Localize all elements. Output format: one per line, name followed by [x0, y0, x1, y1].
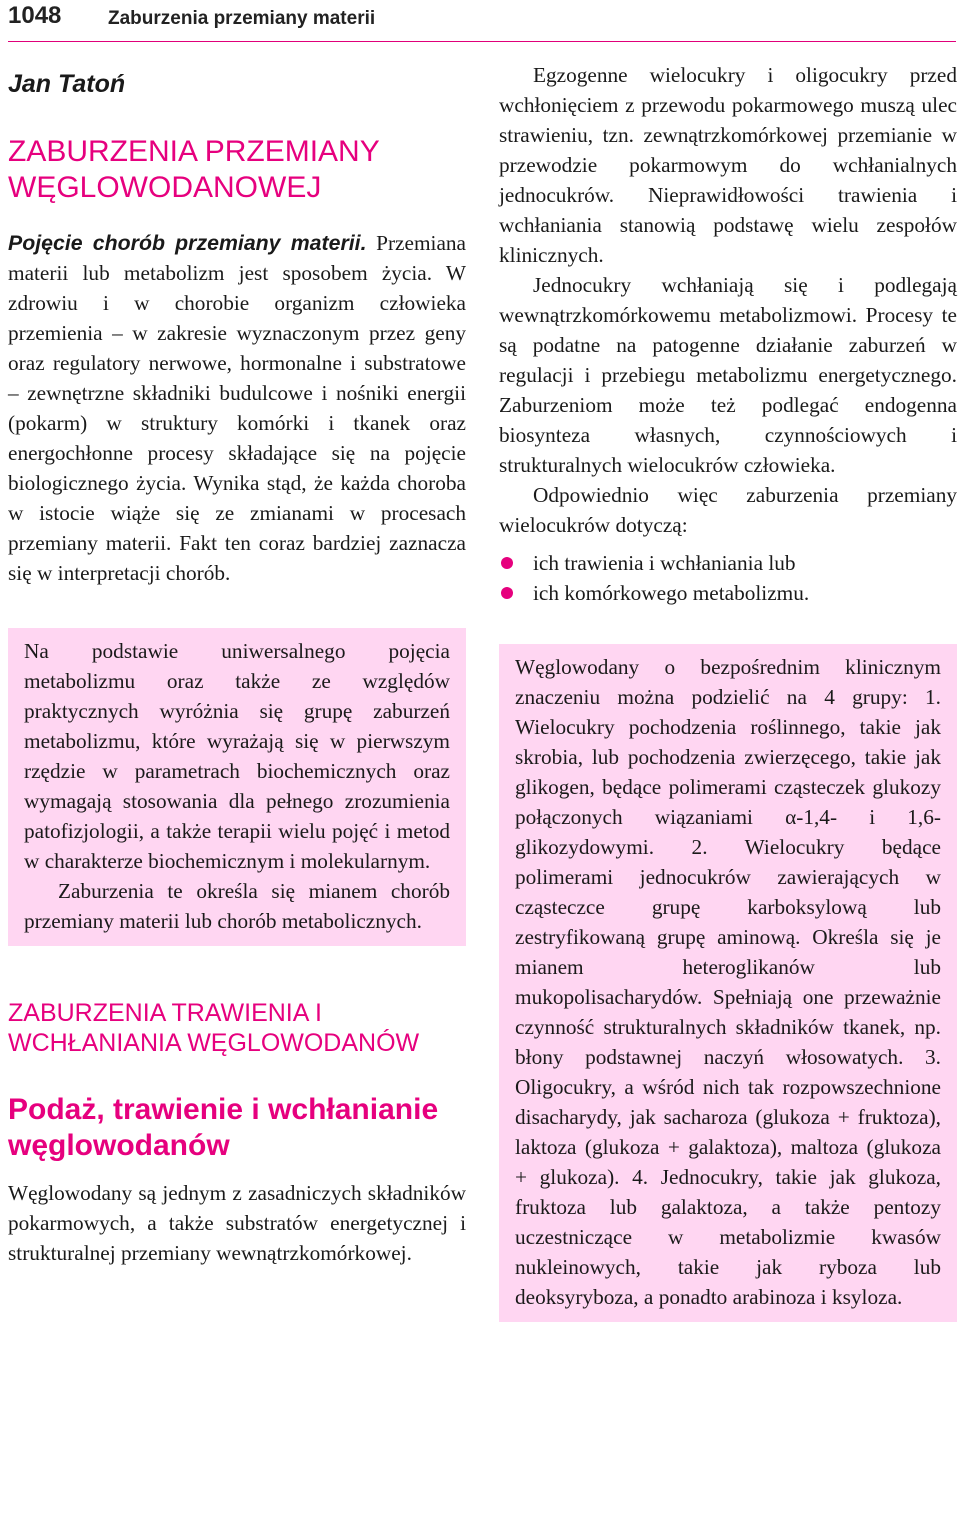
page-number: 1048 — [8, 2, 62, 29]
header-divider — [8, 41, 956, 42]
bullet-icon — [501, 587, 513, 599]
running-title: Zaburzenia przemiany materii — [108, 8, 376, 29]
author-name: Jan Tatoń — [8, 70, 126, 98]
subsection-heading: Podaż, trawienie i wchłanianie węglowodanów — [8, 1093, 439, 1162]
definition-box — [8, 628, 466, 946]
box-paragraph: Zaburzenia te określa się mianem chorób przemiany materii lub chorób metabolicznych. — [24, 879, 450, 933]
classification-box — [499, 644, 957, 1322]
list-item — [499, 548, 957, 578]
list-item — [499, 578, 957, 608]
right-column — [499, 60, 957, 1322]
bullet-list — [499, 548, 957, 608]
body-paragraph: Odpowiednio więc zaburzenia przemiany wielocukrów dotyczą: — [499, 483, 957, 537]
intro-text: Przemiana materii lub metabolizm jest sposobem życia. W zdrowiu i w chorobie organizm człowieka przemienia – w zakresie wyznaczonym przez geny oraz regulatory nerwowe, hormonalne i substratowe – zewnętrzne składniki budulcowe i nośniki energii (pokarm) w struktury komórki i tkanek oraz energochłonne procesy składające się na pojęcie biologicznego życia. Wynika stąd, że każda choroba w istocie wiąże się ze zmianami w procesach przemiany materii. Fakt ten coraz bardziej zaznacza się w interpretacji chorób. — [8, 231, 466, 585]
left-column — [8, 60, 466, 1268]
intro-term: Pojęcie chorób przemiany materii. — [8, 231, 367, 255]
body-paragraph: Egzogenne wielocukry i oligocukry przed wchłonięciem z przewodu pokarmowego muszą ulec strawieniu, tzn. zewnątrzkomórkowej przemianie w przewodzie pokarmowym do wchłanialnych jednocukrów. Nieprawidłowości trawienia i wchłaniania stanowią podstawę wielu zespołów klinicznych. — [499, 63, 957, 267]
page-header — [8, 0, 956, 40]
body-paragraph: Węglowodany są jednym z zasadniczych składników pokarmowych, a także substratów energetycznej i strukturalnej przemiany wewnątrzkomórkowej. — [8, 1181, 466, 1265]
body-paragraph: Jednocukry wchłaniają się i podlegają wewnątrzkomórkowemu metabolizmowi. Procesy te są podatne na patogenne działanie zaburzeń w regulacji i przebiegu metabolizmu energetycznego. Zaburzeniom może też podlegać endogenna biosynteza własnych, czynnościowych i strukturalnych wielocukrów człowieka. — [499, 273, 957, 477]
box-paragraph: Na podstawie uniwersalnego pojęcia metabolizmu oraz także ze względów praktycznych wyróżnia się grupę zaburzeń metabolizmu, które wyrażają się w pierwszym rzędzie w parametrach biochemicznych oraz wymagają stosowania dla pełnego zrozumienia patofizjologii, a także terapii wielu pojęć i metod w charakterze biochemicznym i molekularnym. — [24, 639, 450, 873]
chapter-title: ZABURZENIA PRZEMIANY WĘGLOWODANOWEJ — [8, 135, 380, 204]
box-paragraph: Węglowodany o bezpośrednim klinicznym znaczeniu można podzielić na 4 grupy: 1. Wielocukry pochodzenia roślinnego, takie jak skrobia, lub pochodzenia zwierzęcego, takie jak glikogen, będące polimerami cząsteczek glukozy połączonych wiązaniami α-1,4- i 1,6-glikozydowymi. 2. Wielocukry będące polimerami jednocukrów zawierających w cząsteczce grupę karboksylową lub zestryfikowaną grupę aminową. Określa się je mianem heteroglikanów lub mukopolisacharydów. Spełniają one przeważnie czynność strukturalnych składników tkanek, np. błony podstawnej naczyń włosowatych. 3. Oligocukry, a wśród nich tak rozpowszechnione disacharydy, jak sacharoza (glukoza + fruktoza), laktoza (glukoza + galaktoza), maltoza (glukoza + glukoza). 4. Jednocukry, takie jak glukoza, fruktoza lub galaktoza, a także pentozy uczestniczące w metabolizmie kwasów nukleinowych, takie jak ryboza lub deoksyryboza, a ponadto arabinoza i ksyloza. — [515, 655, 941, 1309]
section-heading: ZABURZENIA TRAWIENIA I WCHŁANIANIA WĘGLOWODANÓW — [8, 999, 420, 1057]
list-item-text: ich komórkowego metabolizmu. — [533, 581, 810, 605]
intro-paragraph — [8, 228, 466, 588]
bullet-icon — [501, 557, 513, 569]
list-item-text: ich trawienia i wchłaniania lub — [533, 551, 796, 575]
